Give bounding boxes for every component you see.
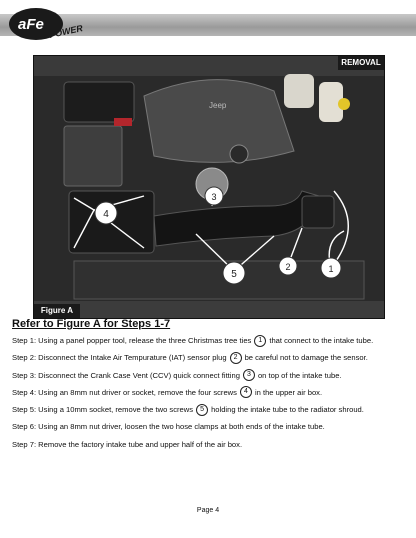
step-text: Step 7: Remove the factory intake tube and upper half of the air box. bbox=[12, 439, 243, 449]
step-text-cont: that connect to the intake tube. bbox=[269, 336, 374, 345]
removal-tag: REMOVAL bbox=[338, 56, 384, 70]
svg-text:Jeep: Jeep bbox=[209, 101, 227, 110]
step-1 bbox=[12, 336, 412, 345]
figure-label: Figure A bbox=[34, 304, 80, 318]
step-2 bbox=[12, 353, 412, 362]
step-5 bbox=[12, 405, 412, 414]
step-text: Step 5: Using a 10mm socket, remove the two screws bbox=[12, 405, 194, 415]
step-callout-number: 4 bbox=[240, 386, 252, 398]
callout-1 bbox=[321, 258, 341, 278]
steps-list bbox=[12, 336, 412, 457]
step-text: Step 2: Disconnect the Intake Air Tempurature (IAT) sensor plug bbox=[12, 353, 227, 363]
engine-bay-photo bbox=[33, 55, 385, 319]
step-callout-number: 5 bbox=[196, 404, 208, 416]
step-callout-number: 2 bbox=[230, 352, 242, 364]
svg-text:POWER: POWER bbox=[48, 23, 84, 40]
step-text: Step 1: Using a panel popper tool, release the three Christmas tree ties bbox=[12, 336, 252, 345]
step-text: Step 3: Disconnect the Crank Case Vent (CCV) quick connect fitting bbox=[12, 370, 240, 380]
step-6 bbox=[12, 422, 412, 431]
brand-logo bbox=[6, 4, 94, 44]
step-7 bbox=[12, 440, 412, 449]
step-3 bbox=[12, 371, 412, 380]
step-callout-number: 1 bbox=[254, 335, 266, 347]
svg-text:2: 2 bbox=[285, 262, 291, 272]
step-text-cont: in the upper air box. bbox=[254, 387, 323, 397]
callout-3 bbox=[205, 187, 223, 205]
step-4 bbox=[12, 388, 412, 397]
svg-text:4: 4 bbox=[103, 209, 109, 220]
callout-2 bbox=[279, 257, 297, 275]
step-callout-number: 3 bbox=[243, 369, 255, 381]
step-text-cont: on top of the intake tube. bbox=[257, 370, 342, 380]
step-text-cont: be careful not to damage the sensor. bbox=[244, 353, 368, 363]
callout-4 bbox=[95, 202, 117, 224]
step-text-cont: holding the intake tube to the radiator shroud. bbox=[211, 405, 364, 415]
svg-text:1: 1 bbox=[328, 264, 334, 274]
svg-text:3: 3 bbox=[211, 192, 217, 202]
callout-5 bbox=[223, 262, 245, 284]
svg-text:aFe: aFe bbox=[18, 16, 44, 33]
section-heading: Refer to Figure A for Steps 1-7 bbox=[12, 318, 171, 330]
page-number: Page 4 bbox=[196, 507, 220, 514]
step-text: Step 6: Using an 8mm nut driver, loosen the two hose clamps at both ends of the intake tube. bbox=[12, 422, 325, 432]
svg-text:5: 5 bbox=[231, 269, 237, 280]
step-text: Step 4: Using an 8mm nut driver or socket, remove the four screws bbox=[12, 387, 237, 397]
